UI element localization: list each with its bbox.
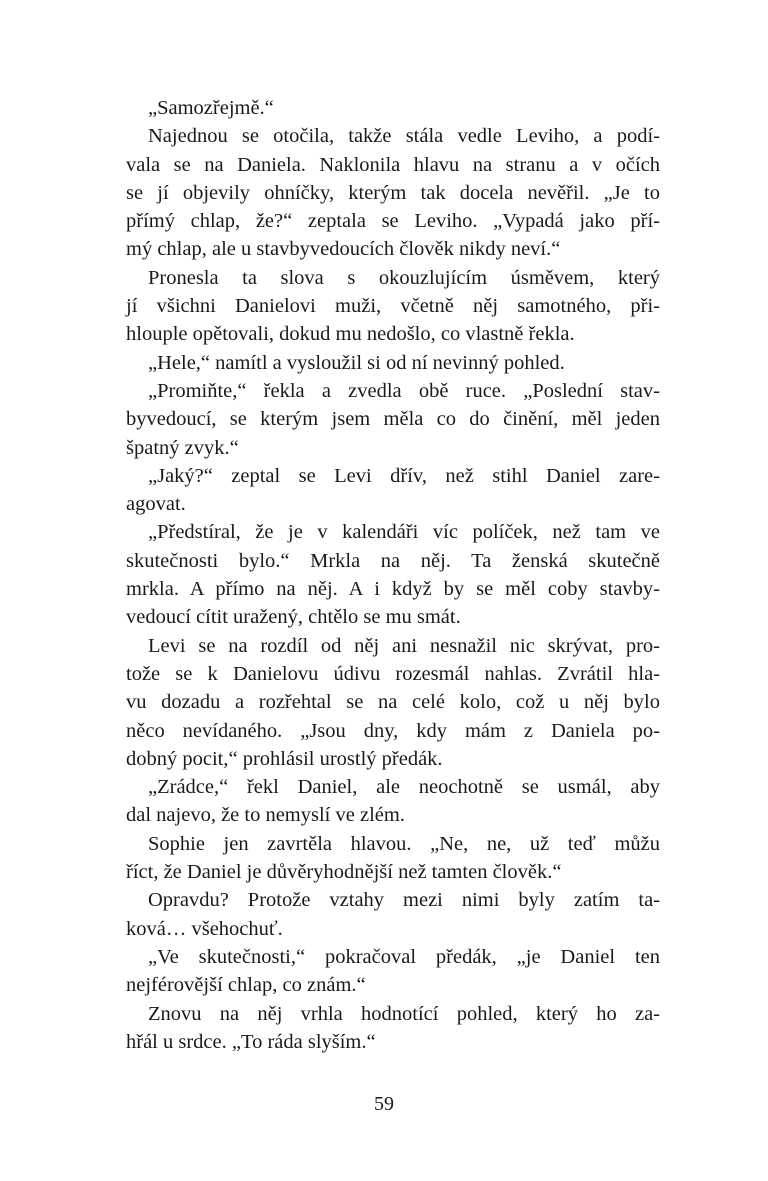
text-line: nejférovější chlap, co znám.“ bbox=[126, 974, 366, 997]
text-line: „Promiňte,“ řekla a zvedla obě ruce. „Poslední stav- bbox=[148, 379, 660, 402]
text-line: Sophie jen zavrtěla hlavou. „Ne, ne, už teď můžu bbox=[148, 832, 660, 855]
text-line: vala se na Daniela. Naklonila hlavu na stranu a v očích bbox=[126, 153, 660, 176]
text-line: Levi se na rozdíl od něj ani nesnažil nic skrývat, pro- bbox=[148, 634, 660, 657]
text-line: „Předstíral, že je v kalendáři víc políček, než tam ve bbox=[148, 521, 660, 544]
text-line: dobný pocit,“ prohlásil urostlý předák. bbox=[126, 747, 443, 770]
text-line: jí všichni Danielovi muži, včetně něj samotného, při- bbox=[126, 295, 660, 318]
text-line: Najednou se otočila, takže stála vedle Leviho, a podí- bbox=[148, 125, 660, 148]
text-line: vedoucí cítit uražený, chtělo se mu smát. bbox=[126, 606, 461, 629]
text-line: Opravdu? Protože vztahy mezi nimi byly zatím ta- bbox=[148, 889, 660, 912]
text-line: říct, že Daniel je důvěryhodnější než tamten člověk.“ bbox=[126, 861, 562, 884]
text-line: tože se k Danielovu údivu rozesmál nahlas. Zvrátil hla- bbox=[126, 662, 660, 685]
text-line: byvedoucí, se kterým jsem měla co do činění, měl jeden bbox=[126, 408, 660, 431]
text-line: „Ve skutečnosti,“ pokračoval předák, „je Daniel ten bbox=[148, 945, 660, 968]
text-line: hlouple opětovali, dokud mu nedošlo, co vlastně řekla. bbox=[126, 323, 575, 346]
text-line: se jí objevily ohníčky, kterým tak docela nevěřil. „Je to bbox=[126, 181, 660, 204]
text-line: špatný zvyk.“ bbox=[126, 436, 239, 459]
text-line: „Jaký?“ zeptal se Levi dřív, než stihl Daniel zare- bbox=[148, 464, 660, 487]
text-line: Znovu na něj vrhla hodnotící pohled, který ho za- bbox=[148, 1002, 660, 1025]
text-line: mrkla. A přímo na něj. A i když by se měl coby stavby- bbox=[126, 578, 660, 601]
text-line: „Hele,“ namítl a vysloužil si od ní nevinný pohled. bbox=[148, 351, 565, 374]
text-line: přímý chlap, že?“ zeptala se Leviho. „Vypadá jako pří- bbox=[126, 210, 660, 233]
text-line: ková… všehochuť. bbox=[126, 917, 283, 940]
text-line: mý chlap, ale u stavbyvedoucích člověk nikdy neví.“ bbox=[126, 238, 561, 261]
text-line: vu dozadu a rozřehtal se na celé kolo, což u něj bylo bbox=[126, 691, 660, 714]
text-line: skutečnosti bylo.“ Mrkla na něj. Ta ženská skutečně bbox=[126, 549, 660, 572]
body-text bbox=[126, 94, 660, 1056]
text-line: Pronesla ta slova s okouzlujícím úsměvem, který bbox=[148, 266, 660, 289]
text-line: něco nevídaného. „Jsou dny, kdy mám z Daniela po- bbox=[126, 719, 660, 742]
text-line: „Zrádce,“ řekl Daniel, ale neochotně se usmál, aby bbox=[148, 776, 660, 799]
text-line: hřál u srdce. „To ráda slyším.“ bbox=[126, 1030, 376, 1053]
text-line: „Samozřejmě.“ bbox=[148, 97, 274, 119]
page-number: 59 bbox=[374, 1093, 394, 1115]
text-line: dal najevo, že to nemyslí ve zlém. bbox=[126, 804, 405, 827]
text-line: agovat. bbox=[126, 493, 186, 516]
